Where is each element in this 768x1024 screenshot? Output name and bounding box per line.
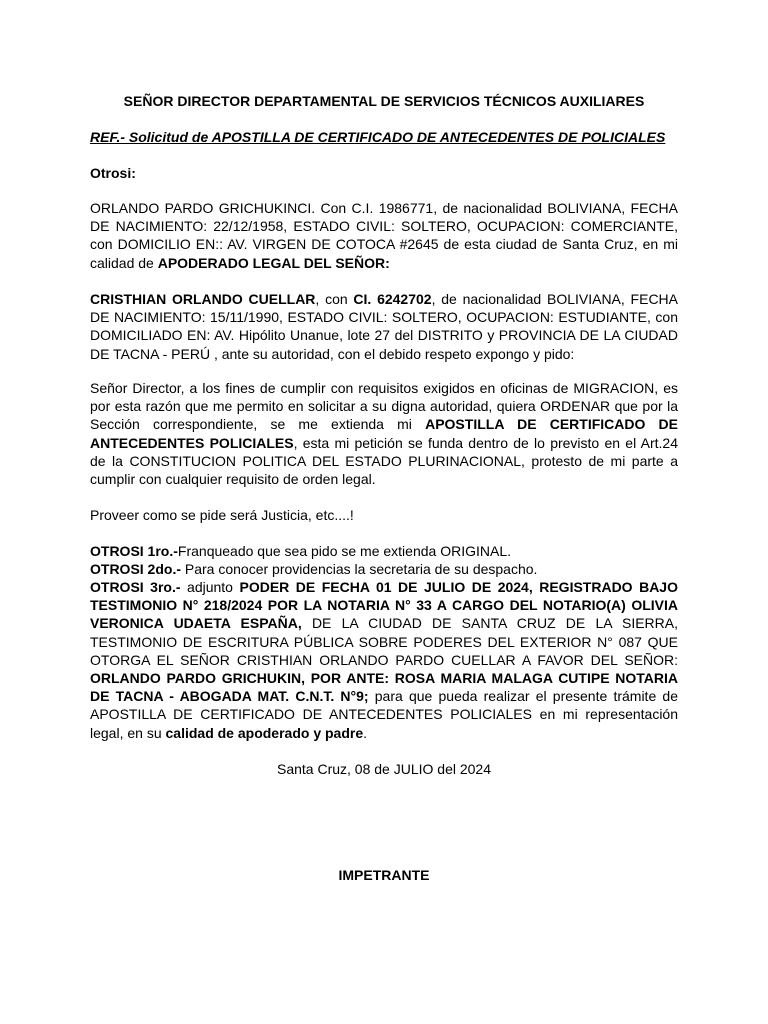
request-text-1: Señor Director, a los fines de cumplir con requisitos exigidos en oficinas de MIGRACION, es por esta razón que me permito en solicitar a su digna autoridad, quiera ORDENAR que por la Sección correspondiente, se me extienda mi [90,380,678,433]
otrosi-3 [90,578,678,742]
otrosi-2-text: Para conocer providencias la secretaria de su despacho. [181,561,538,577]
principal-text-1: , con [315,291,354,307]
otrosi-2 [90,560,678,578]
request-text-2: , esta mi petición se funda dentro de lo previsto en el Art.24 de la CONSTITUCION POLITICA DEL ESTADO PLURINACIONAL, protesto de mi parte a cumplir con cualquier requisito de orden legal. [90,434,679,488]
grantor-paragraph [90,199,678,272]
reference-line [90,128,678,146]
otrosi-1-label: OTROSI 1ro.- [90,543,178,559]
principal-ci: CI. 6242702 [353,291,432,307]
closing-phrase: Proveer como se pide será Justicia, etc....! [90,507,354,523]
date-line: Santa Cruz, 08 de JULIO del 2024 [276,761,492,777]
otrosi-3-text-1: adjunto [180,579,240,595]
principal-text-2: , de nacionalidad BOLIVIANA, FECHA DE NACIMIENTO: 15/11/1990, ESTADO CIVIL: SOLTERO, OCUPACION: ESTUDIANTE, con DOMICILIADO EN: AV. Hipólito Unanue, lote 27 del DISTRITO y PROVINCIA DE LA CIUDAD DE TACNA - PERÚ , ante su autoridad, con el debido respeto expongo y pido: [90,291,678,362]
otrosi-1-text: Franqueado que sea pido se me extienda ORIGINAL. [177,543,511,559]
principal-name: CRISTHIAN ORLANDO CUELLAR [90,291,316,307]
otrosi-heading: Otrosi: [90,165,136,181]
signature-label: IMPETRANTE [338,867,430,883]
otrosi-3-attorney-notary: ORLANDO PARDO GRICHUKIN, POR ANTE: ROSA MARIA MALAGA CUTIPE NOTARIA DE TACNA - ABOGADA MAT. C.N.T. N°9; [90,670,678,705]
request-paragraph [90,379,678,488]
otrosi-1 [90,542,678,560]
otrosi-3-capacity: calidad de apoderado y padre [165,724,364,741]
grantor-text: ORLANDO PARDO GRICHUKINCI. Con C.I. 1986771, de nacionalidad BOLIVIANA, FECHA DE NACIMIENTO: 22/12/1958, ESTADO CIVIL: SOLTERO, OCUPACION: COMERCIANTE, con DOMICILIO EN:: AV. VIRGEN DE COTOCA #2645 de esta ciudad de Santa Cruz, en mi calidad de [90,200,678,271]
principal-paragraph [90,290,678,363]
request-document: APOSTILLA DE CERTIFICADO DE ANTECEDENTES POLICIALES [90,416,678,451]
otrosi-2-label: OTROSI 2do.- [90,561,181,577]
otrosi-3-text-4: . [363,724,368,741]
reference-text: REF.- Solicitud de APOSTILLA DE CERTIFICADO DE ANTECEDENTES DE POLICIALES [90,129,666,145]
addressee-heading: SEÑOR DIRECTOR DEPARTAMENTAL DE SERVICIOS TÉCNICOS AUXILIARES [123,93,645,109]
otrosi-3-power-of-attorney: PODER DE FECHA 01 DE JULIO DE 2024, REGISTRADO BAJO TESTIMONIO N° 218/2024 POR LA NOTARIA N° 33 A CARGO DEL NOTARIO(A) OLIVIA VERONICA UDAETA ESPAÑA, [90,579,678,632]
otrosi-3-text-3: para que pueda realizar el presente trámite de APOSTILLA DE CERTIFICADO DE ANTECEDENTES POLICIALES en mi representación legal, en su [90,688,678,741]
otrosi-3-label: OTROSI 3ro.- [90,579,181,595]
otrosi-3-text-2: DE LA CIUDAD DE SANTA CRUZ DE LA SIERRA, TESTIMONIO DE ESCRITURA PÚBLICA SOBRE PODERES DEL EXTERIOR N° 087 QUE OTORGA EL SEÑOR CRISTHIAN ORLANDO PARDO CUELLAR A FAVOR DEL SEÑOR: [90,615,679,668]
grantor-capacity: APODERADO LEGAL DEL SEÑOR: [157,254,390,271]
